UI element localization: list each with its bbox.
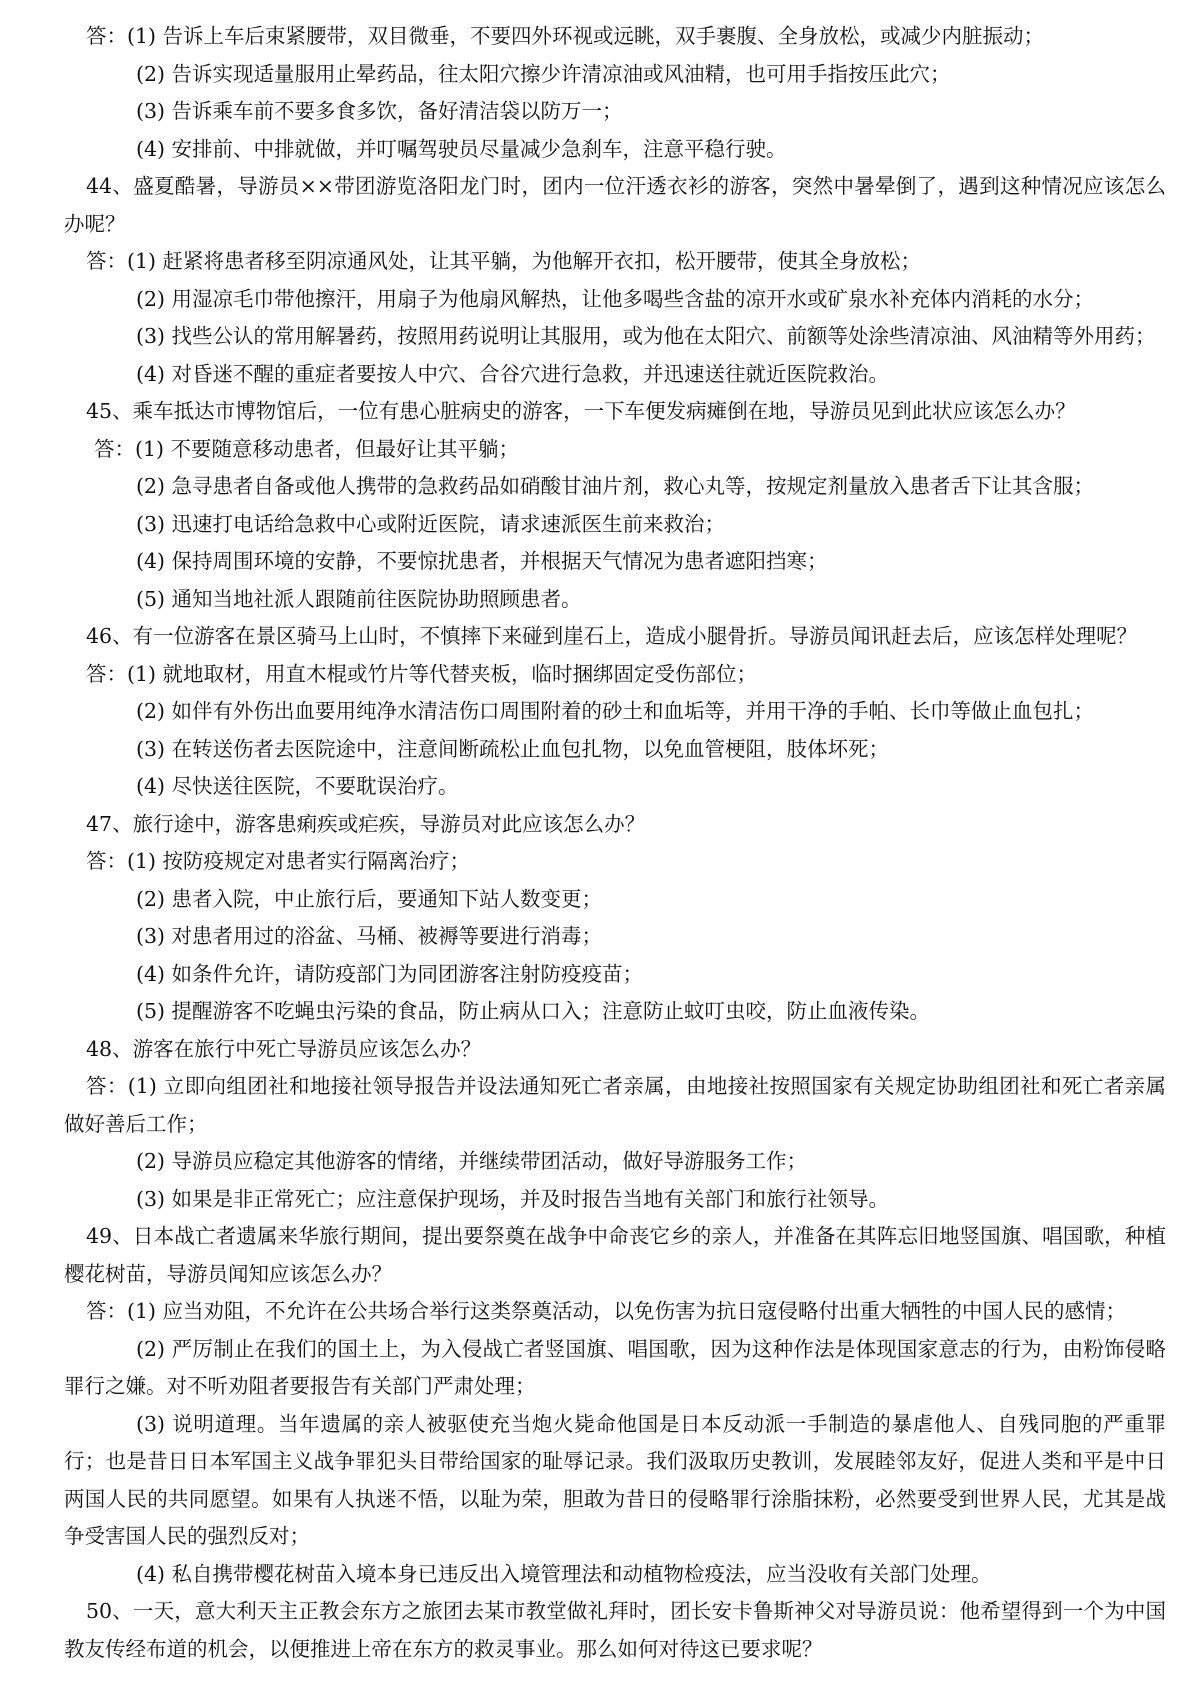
answer-43-3: (3) 告诉乘车前不要多食多饮，备好清洁袋以防万一； bbox=[136, 99, 623, 123]
answer-45-4: (4) 保持周围环境的安静，不要惊扰患者，并根据天气情况为患者遮阳挡寒； bbox=[136, 549, 828, 573]
question-46: 46、有一位游客在景区骑马上山时，不慎摔下来碰到崖石上，造成小腿骨折。导游员闻讯赶去后，应该怎样处理呢？ bbox=[86, 624, 1138, 648]
question-45: 45、乘车抵达市博物馆后，一位有患心脏病史的游客，一下车便发病瘫倒在地，导游员见到此状应该怎么办？ bbox=[86, 399, 1076, 423]
question-50: 50、一天，意大利天主正教会东方之旅团去某市教堂做礼拜时，团长安卡鲁斯神父对导游员说：他希望得到一个为中国教友传经布道的机会，以便推进上帝在东方的救灵事业。那么如何对待这已要求呢？ bbox=[64, 1599, 1166, 1661]
answer-47-5: (5) 提醒游客不吃蝇虫污染的食品，防止病从口入；注意防止蚊叮虫咬，防止血液传染。 bbox=[136, 999, 931, 1023]
answer-46-4: (4) 尽快送往医院，不要耽误治疗。 bbox=[136, 774, 459, 798]
answer-49-1: 答：(1) 应当劝阻，不允许在公共场合举行这类祭奠活动，以免伤害为抗日寇侵略付出重大牺牲的中国人民的感情； bbox=[86, 1299, 1127, 1323]
answer-45-2: (2) 急寻患者自备或他人携带的急救药品如硝酸甘油片剂，救心丸等，按规定剂量放入患者舌下让其含服； bbox=[136, 474, 1095, 498]
answer-45-5: (5) 通知当地社派人跟随前往医院协助照顾患者。 bbox=[136, 586, 582, 611]
answer-46-2: (2) 如伴有外伤出血要用纯净水清洁伤口周围附着的砂土和血垢等，并用干净的手帕、长巾等做止血包扎； bbox=[136, 699, 1095, 723]
answer-48-2: (2) 导游员应稳定其他游客的情绪，并继续带团活动，做好导游服务工作； bbox=[136, 1149, 808, 1173]
answer-45-1: 答：(1) 不要随意移动患者，但最好让其平躺； bbox=[94, 436, 520, 461]
question-44: 44、盛夏酷暑，导游员××带团游览洛阳龙门时，团内一位汗透衣衫的游客，突然中暑晕倒了，遇到这种情况应该怎么办呢？ bbox=[64, 174, 1166, 236]
answer-43-2: (2) 告诉实现适量服用止晕药品，往太阳穴擦少许清凉油或风油精，也可用手指按压此穴； bbox=[136, 61, 951, 86]
answer-44-4: (4) 对昏迷不醒的重症者要按人中穴、合谷穴进行急救，并迅速送往就近医院救治。 bbox=[136, 361, 890, 386]
answer-47-4: (4) 如条件允许，请防疫部门为同团游客注射防疫疫苗； bbox=[136, 961, 644, 986]
answer-47-2: (2) 患者入院，中止旅行后，要通知下站人数变更； bbox=[136, 886, 603, 911]
question-47: 47、旅行途中，游客患痢疾或疟疾，导游员对此应该怎么办？ bbox=[86, 811, 646, 836]
answer-47-1: 答：(1) 按防疫规定对患者实行隔离治疗； bbox=[86, 849, 471, 873]
answer-43-1: 答：(1) 告诉上车后束紧腰带，双目微垂，不要四外环视或远眺，双手裹腹、全身放松，或减少内脏振动； bbox=[86, 24, 1045, 48]
answer-49-2: (2) 严厉制止在我们的国土上，为入侵战亡者竖国旗、唱国歌，因为这种作法是体现国家意志的行为，由粉饰侵略罪行之嫌。对不听劝阻者要报告有关部门严肃处理； bbox=[64, 1336, 1166, 1398]
answer-49-4: (4) 私自携带樱花树苗入境本身已违反出入境管理法和动植物检疫法，应当没收有关部门处理。 bbox=[136, 1561, 992, 1586]
answer-47-3: (3) 对患者用过的浴盆、马桶、被褥等要进行消毒； bbox=[136, 924, 603, 948]
answer-44-1: 答：(1) 赶紧将患者移至阴凉通风处，让其平躺，为他解开衣扣，松开腰带，使其全身放松； bbox=[86, 249, 922, 273]
answer-48-1: 答：(1) 立即向组团社和地接社领导报告并设法通知死亡者亲属，由地接社按照国家有关规定协助组团社和死亡者亲属做好善后工作； bbox=[64, 1074, 1166, 1136]
answer-46-1: 答：(1) 就地取材，用直木棍或竹片等代替夹板，临时捆绑固定受伤部位； bbox=[86, 661, 758, 686]
answer-44-3: (3) 找些公认的常用解暑药，按照用药说明让其服用，或为他在太阳穴、前额等处涂些清凉油、风油精等外用药； bbox=[136, 324, 1156, 348]
answer-48-3: (3) 如果是非正常死亡；应注意保护现场，并及时报告当地有关部门和旅行社领导。 bbox=[136, 1186, 890, 1211]
answer-45-3: (3) 迅速打电话给急救中心或附近医院，请求速派医生前来救治； bbox=[136, 511, 726, 536]
question-48: 48、游客在旅行中死亡导游员应该怎么办？ bbox=[86, 1036, 482, 1061]
answer-49-3: (3) 说明道理。当年遗属的亲人被驱使充当炮火毙命他国是日本反动派一手制造的暴虐他人、自残同胞的严重罪行；也是昔日日本军国主义战争罪犯头目带给国家的耻辱记录。我们汲取历史教训，发展睦邻友好，促进人类和平是中日两国人民的共同愿望。如果有人执迷不悟，以耻为荣，胆敢为昔日的侵略罪行涂脂抹粉，必然要受到世界人民，尤其是战争受害国人民的强烈反对； bbox=[64, 1411, 1166, 1548]
answer-44-2: (2) 用湿凉毛巾带他擦汗，用扇子为他扇风解热，让他多喝些含盐的凉开水或矿泉水补充体内消耗的水分； bbox=[136, 286, 1095, 311]
question-49: 49、日本战亡者遗属来华旅行期间，提出要祭奠在战争中命丧它乡的亲人，并准备在其阵忘旧地竖国旗、唱国歌，种植樱花树苗，导游员闻知应该怎么办？ bbox=[64, 1224, 1166, 1286]
answer-46-3: (3) 在转送伤者去医院途中，注意间断疏松止血包扎物，以免血管梗阻，肢体坏死； bbox=[136, 736, 890, 761]
document-page bbox=[64, 18, 1166, 1668]
answer-43-4: (4) 安排前、中排就做，并叮嘱驾驶员尽量减少急刹车，注意平稳行驶。 bbox=[136, 136, 787, 161]
